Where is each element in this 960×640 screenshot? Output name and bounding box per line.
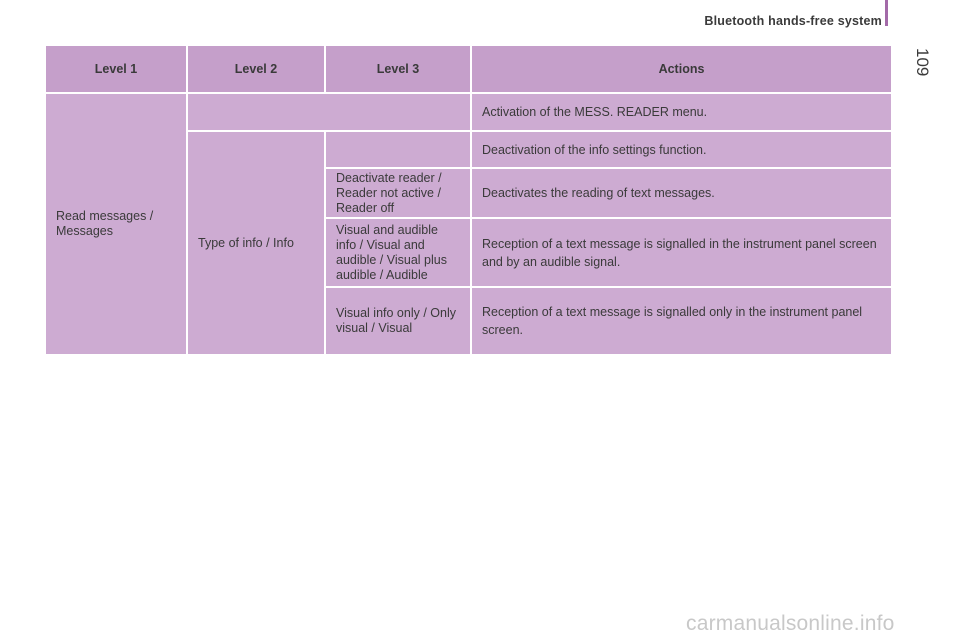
action-cell: Deactivation of the info settings function. bbox=[471, 131, 892, 168]
action-cell: Reception of a text message is signalled in the instrument panel screen and by an audible signal. bbox=[471, 218, 892, 287]
empty-cell bbox=[325, 131, 471, 168]
empty-cell bbox=[187, 93, 471, 131]
level2-cell: Type of info / Info bbox=[187, 131, 325, 355]
column-header-level2: Level 2 bbox=[187, 45, 325, 93]
column-header-level3: Level 3 bbox=[325, 45, 471, 93]
level3-cell: Deactivate reader / Reader not active / Reader off bbox=[325, 168, 471, 218]
section-title: Bluetooth hands-free system bbox=[704, 14, 882, 28]
column-header-actions: Actions bbox=[471, 45, 892, 93]
watermark-logo: carmanualsonline.info bbox=[686, 612, 895, 635]
menu-table bbox=[44, 44, 893, 356]
table-row bbox=[45, 93, 892, 131]
action-cell: Deactivates the reading of text messages. bbox=[471, 168, 892, 218]
action-cell: Reception of a text message is signalled only in the instrument panel screen. bbox=[471, 287, 892, 355]
page-number: 109 bbox=[913, 48, 932, 77]
level1-cell: Read messages / Messages bbox=[45, 93, 187, 355]
section-accent-bar bbox=[885, 0, 888, 26]
level3-cell: Visual and audible info / Visual and audible / Visual plus audible / Audible bbox=[325, 218, 471, 287]
column-header-level1: Level 1 bbox=[45, 45, 187, 93]
level3-cell: Visual info only / Only visual / Visual bbox=[325, 287, 471, 355]
table-header-row bbox=[45, 45, 892, 93]
action-cell: Activation of the MESS. READER menu. bbox=[471, 93, 892, 131]
